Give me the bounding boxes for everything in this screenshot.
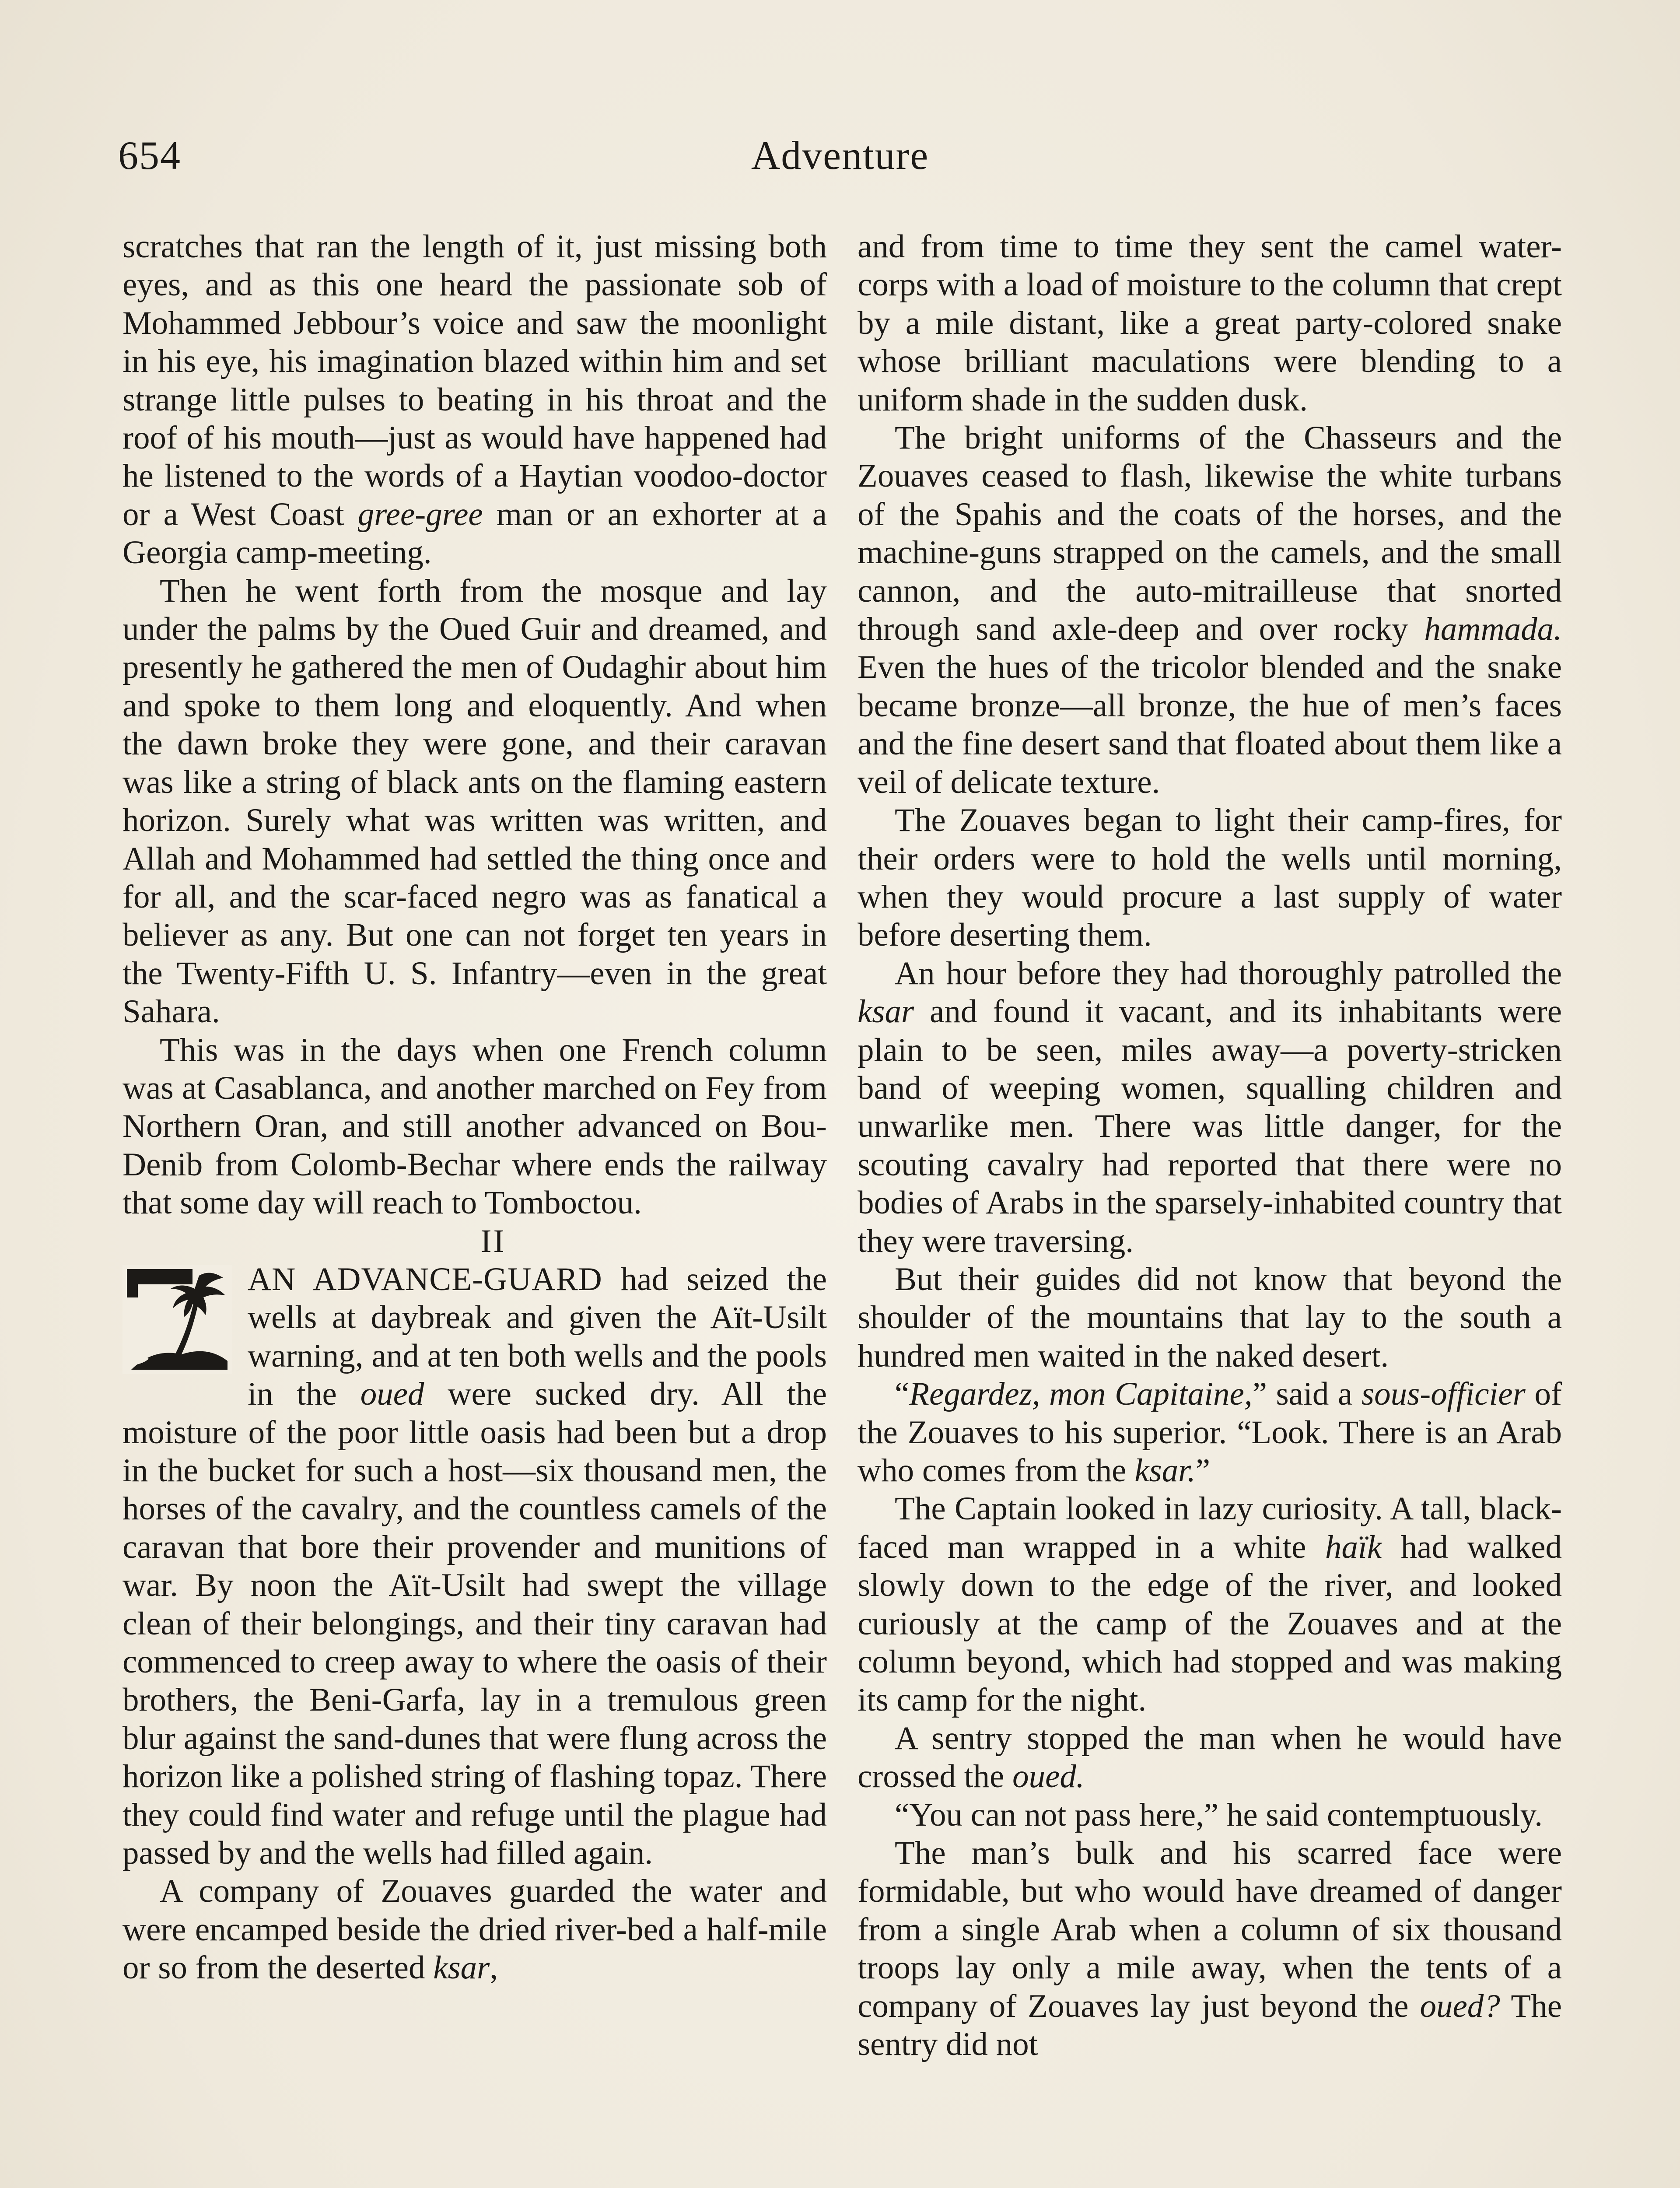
- paragraph: The bright uniforms of the Chasseurs and the Zouaves ceased to flash, likewise the white turbans of the Spahis and the coats of the horses, and the machine-guns strapped on the camels, and the small cannon, and the auto-mitrailleuse that snorted through sand axle-deep and over rocky hammada. Even the hues of the tricolor blended and the snake became bronze—all bronze, the hue of men’s faces and the fine desert sand that floated about them like a veil of delicate texture.: [858, 420, 1562, 800]
- paragraph: “You can not pass here,” he said contemptuously.: [895, 1796, 1543, 1833]
- section-number: II: [480, 1223, 506, 1259]
- paragraph: The Captain looked in lazy curiosity. A tall, black-faced man wrapped in a white haïk had walked slowly down to the edge of the river, and looked curiously at the camp of the Zouaves and at the column beyond, which had stopped and was making its camp for the night.: [858, 1490, 1562, 1718]
- paragraph: An hour before they had thoroughly patrolled the ksar and found it vacant, and its inhabitants were plain to be seen, miles away—a poverty-stricken band of weeping women, squalling children and unwarlike men. There was little danger, for the scouting cavalry had reported that there were no bodies of Arabs in the sparsely-inhabited country that they were traversing.: [858, 955, 1562, 1259]
- paragraph: and from time to time they sent the camel water-corps with a load of moisture to the column that crept by a mile distant, like a great party-colored snake whose brilliant maculations were blending to a uniform shade in the sudden dusk.: [858, 228, 1562, 418]
- paragraph: This was in the days when one French column was at Casablanca, and another marched on Fey from Northern Oran, and still another advanced on Bou-Denib from Colomb-Bechar where ends the railway that some day will reach to Tomboctou.: [122, 1031, 827, 1221]
- running-title: Adventure: [751, 133, 929, 178]
- right-column: [858, 228, 1562, 2064]
- paragraph: AN ADVANCE-GUARD had seized the wells at daybreak and given the Aït-Usilt warning, and at ten both wells and the pools in the oued were sucked dry. All the moisture of the poor little oasis had been but a drop in the bucket for such a host—six thousand men, the horses of the cavalry, and the countless camels of the caravan that bore their provender and munitions of war. By noon the Aït-Usilt had swept the village clean of their belongings, and their tiny caravan had commenced to creep away to where the oasis of their brothers, the Beni-Garfa, lay in a tremulous green blur against the sand-dunes that were flung across the horizon like a polished string of flashing topaz. There they could find water and refuge until the plague had passed by and the wells had filled again.: [122, 1261, 827, 1872]
- paragraph: Then he went forth from the mosque and lay under the palms by the Oued Guir and dreamed, and presently he gathered the men of Oudaghir about him and spoke to them long and eloquently. And when the dawn broke they were gone, and their caravan was like a string of black ants on the flaming eastern horizon. Surely what was written was written, and Allah and Mohammed had settled the thing once and for all, and the scar-faced negro was as fanatical a believer as any. But one can not forget ten years in the Twenty-Fifth U. S. Infantry—even in the great Sahara.: [122, 572, 827, 1030]
- palm-tree-letter-t-icon: [122, 1265, 232, 1374]
- paragraph: “Regardez, mon Capitaine,” said a sous-officier of the Zouaves to his superior. “Look. There is an Arab who comes from the ksar.”: [858, 1376, 1562, 1489]
- paragraph: A company of Zouaves guarded the water and were encamped beside the dried river-bed a half-mile or so from the deserted ksar,: [122, 1873, 827, 1986]
- paragraph: But their guides did not know that beyond the shoulder of the mountains that lay to the south a hundred men waited in the naked desert.: [858, 1261, 1562, 1374]
- page-number: 654: [118, 133, 181, 178]
- paragraph: scratches that ran the length of it, just missing both eyes, and as this one heard the passionate sob of Mohammed Jebbour’s voice and saw the moonlight in his eye, his imagination blazed within him and set strange little pulses to beating in his throat and the roof of his mouth—just as would have happened had he listened to the words of a Haytian voodoo-doctor or a West Coast gree-gree man or an exhorter at a Georgia camp-meeting.: [122, 228, 827, 571]
- page-header: [118, 123, 1562, 188]
- paragraph: The man’s bulk and his scarred face were formidable, but who would have dreamed of danger from a single Arab when a column of six thousand troops lay only a mile away, when the tents of a company of Zouaves lay just beyond the oued? The sentry did not: [858, 1835, 1562, 2063]
- left-column: [122, 228, 827, 1987]
- paragraph: The Zouaves began to light their camp-fires, for their orders were to hold the wells until morning, when they would procure a last supply of water before deserting them.: [858, 802, 1562, 954]
- paragraph: A sentry stopped the man when he would have crossed the oued.: [858, 1720, 1562, 1795]
